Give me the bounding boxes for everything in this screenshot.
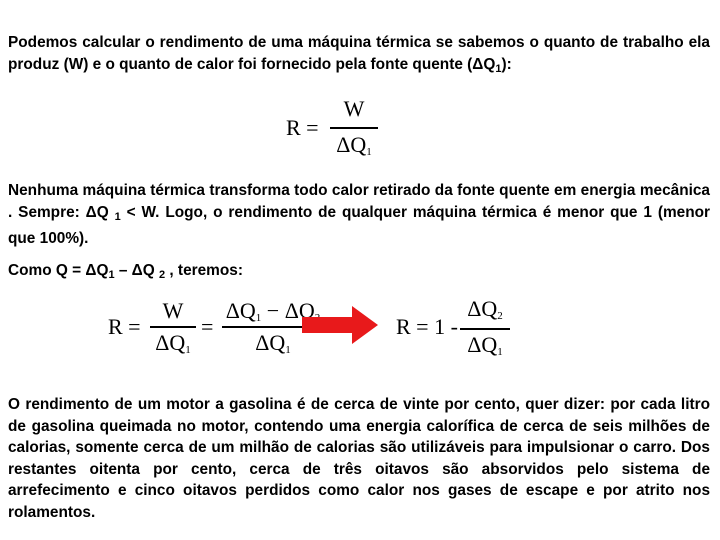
fraction-numerator: $\Delta Q_1 - \Delta Q$ (225, 298, 315, 324)
fraction-denominator: $\Delta Q_1$ (467, 332, 503, 358)
intro-paragraph: Podemos calcular o rendimento de uma máquina térmica se sabemos o quanto de trabalho ela produz (W) e o quanto de calor foi fornecido pela fonte quente $(\Delta Q_1)$: (8, 34, 710, 75)
expanded-formula (108, 298, 328, 368)
equals-sign: = (201, 314, 214, 339)
right-arrow-icon (302, 306, 378, 344)
second-paragraph: Nenhuma máquina térmica transforma todo calor retirado da fonte quente em energia mecânica . Sempre: ΔQ $_1$ < W. Logo, o rendimento de qualquer máquina térmica é menor que 1 (menor que 100%). (8, 182, 710, 247)
formula-lhs: R = 1 - (396, 314, 458, 339)
fraction-w-over-dq1 (150, 298, 196, 368)
formula-lhs: R = (286, 115, 319, 140)
fraction-numerator: W (162, 298, 184, 323)
fraction-bar (150, 326, 196, 328)
fraction-bar (460, 328, 510, 330)
formula-lhs: R = (108, 314, 141, 339)
fraction-dq2-over-dq1 (460, 296, 510, 368)
arrow-shape (302, 306, 378, 344)
fraction-numerator: $\Delta Q_2$ (467, 296, 503, 322)
third-paragraph: Como $Q = \Delta Q_1 - \Delta Q$ $_2$ , teremos: (8, 262, 243, 281)
fraction-denominator: $\Delta Q_1$ (255, 330, 291, 356)
efficiency-formula (286, 96, 386, 166)
simplified-formula (396, 296, 526, 368)
fraction-w-over-dq1 (330, 96, 378, 166)
gasoline-engine-paragraph: O rendimento de um motor a gasolina é de cerca de vinte por cento, quer dizer: por cada litro de gasolina queimada no motor, contendo uma energia calorífica de cerca de seis milhões de calorias, somente cerca de um milhão de calorias são utilizáveis para impulsionar o carro. Dos restantes oitenta por cento, cerca de três oitavos são absorvidos pelo sistema de arrefecimento e cinco oitavos perdidos como calor nos gases de escape e por atrito nos rolamentos. (8, 396, 710, 521)
fraction-denominator: $\Delta Q_1$ (155, 330, 191, 356)
fraction-numerator: W (343, 96, 365, 121)
fraction-bar (330, 127, 378, 129)
fraction-denominator: $\Delta Q_1$ (336, 132, 372, 158)
